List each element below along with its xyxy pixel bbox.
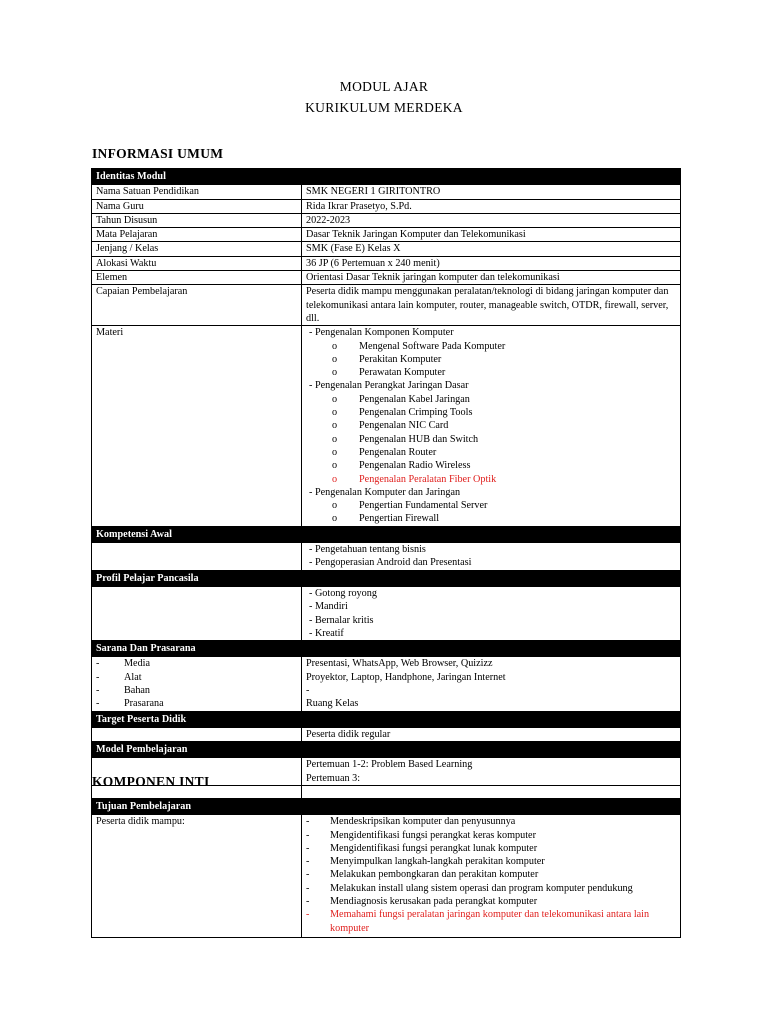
- table-row: [92, 256, 681, 270]
- profil-list: [302, 586, 681, 640]
- list-item-text: Mandiri: [314, 601, 348, 613]
- list-item: [306, 587, 676, 600]
- tujuan-item: [306, 842, 676, 855]
- materi-item-text: Pengenalan Router: [359, 446, 437, 458]
- materi-item: [306, 446, 676, 459]
- materi-group-title: [306, 326, 676, 339]
- sarana-labels: [92, 657, 302, 711]
- materi-item-text: Perakitan Komputer: [359, 353, 442, 365]
- table-row: [92, 242, 681, 256]
- tujuan-item-text: Mengidentifikasi fungsi perangkat lunak komputer: [330, 842, 538, 854]
- bullet-glyph: o: [332, 407, 338, 419]
- materi-item-text: Pengenalan Radio Wireless: [359, 460, 471, 472]
- row-label: Nama Guru: [92, 199, 302, 213]
- sarana-label: [96, 671, 297, 684]
- materi-item: [306, 366, 676, 379]
- identitas-header: Identitas Modul: [92, 169, 681, 185]
- dash-glyph: -: [309, 601, 313, 613]
- row-label: Capaian Pembelajaran: [92, 285, 302, 326]
- row-value: SMK (Fase E) Kelas X: [302, 242, 681, 256]
- materi-label: Materi: [92, 326, 302, 526]
- tujuan-item-text: Menyimpulkan langkah-langkah perakitan komputer: [330, 856, 545, 868]
- table-row: [92, 543, 681, 571]
- materi-item-text: Pengenalan Kabel Jaringan: [359, 393, 470, 405]
- table-row: [92, 586, 681, 640]
- materi-group-title: [306, 379, 676, 392]
- tujuan-item-text: Melakukan pembongkaran dan perakitan komputer: [330, 869, 539, 881]
- row-value: SMK NEGERI 1 GIRITONTRO: [302, 185, 681, 199]
- materi-item: [306, 473, 676, 486]
- materi-item-text: Pengertian Firewall: [359, 513, 440, 525]
- sarana-value: -: [306, 684, 310, 696]
- dash-glyph: -: [309, 380, 313, 392]
- list-item: [306, 543, 676, 556]
- materi-item-text: Mengenal Software Pada Komputer: [359, 340, 506, 352]
- materi-item: [306, 419, 676, 432]
- list-item-text: Pengetahuan tentang bisnis: [314, 544, 426, 556]
- materi-item: [306, 433, 676, 446]
- row-label: Nama Satuan Pendidikan: [92, 185, 302, 199]
- materi-list: [302, 326, 681, 526]
- list-item-text: Bernalar kritis: [314, 614, 374, 626]
- kompetensi-header: Kompetensi Awal: [92, 526, 681, 542]
- sarana-label-text: Media: [124, 658, 151, 670]
- tujuan-list: [302, 815, 681, 938]
- tujuan-item: [306, 908, 676, 935]
- tujuan-header: Tujuan Pembelajaran: [92, 799, 681, 815]
- tujuan-item-text: Mendiagnosis kerusakan pada perangkat komputer: [330, 896, 538, 908]
- materi-group-text: Pengenalan Perangkat Jaringan Dasar: [314, 380, 469, 392]
- row-label: Mata Pelajaran: [92, 228, 302, 242]
- sarana-value: Ruang Kelas: [306, 698, 359, 710]
- materi-item: [306, 406, 676, 419]
- dash-glyph: -: [96, 698, 100, 710]
- tujuan-item-text: Mendeskripsikan komputer dan penyusunnya: [330, 816, 516, 828]
- materi-group-title: [306, 486, 676, 499]
- table-row: [92, 199, 681, 213]
- section-komponen-inti: KOMPONEN INTI: [92, 774, 210, 789]
- table-row: [92, 657, 681, 711]
- model-header: Model Pembelajaran: [92, 742, 681, 758]
- tujuan-item-text: Melakukan install ulang sistem operasi dan program komputer pendukung: [330, 882, 633, 894]
- row-label: Tahun Disusun: [92, 213, 302, 227]
- model-value: [302, 758, 681, 786]
- materi-item-text: Pengenalan HUB dan Switch: [359, 433, 479, 445]
- materi-item-text: Pengenalan NIC Card: [359, 420, 449, 432]
- list-item: [306, 627, 676, 640]
- tujuan-label: Peserta didik mampu:: [92, 815, 302, 938]
- bullet-glyph: o: [332, 367, 338, 379]
- dash-glyph: -: [306, 882, 310, 894]
- sarana-label: [96, 657, 297, 670]
- tujuan-table: [91, 798, 681, 938]
- target-header: Target Peserta Didik: [92, 711, 681, 727]
- row-label: Jenjang / Kelas: [92, 242, 302, 256]
- materi-group-text: Pengenalan Komponen Komputer: [314, 327, 454, 339]
- list-item-text: Kreatif: [314, 627, 344, 639]
- dash-glyph: -: [306, 896, 310, 908]
- dash-glyph: -: [309, 486, 313, 498]
- materi-item: [306, 499, 676, 512]
- row-value: 2022-2023: [302, 213, 681, 227]
- dash-glyph: -: [96, 684, 100, 696]
- row-label: Elemen: [92, 271, 302, 285]
- bullet-glyph: o: [332, 500, 338, 512]
- dash-glyph: -: [96, 658, 100, 670]
- list-item-text: Pengoperasian Android dan Presentasi: [314, 557, 472, 569]
- tujuan-item-text: Mengidentifikasi fungsi perangkat keras komputer: [330, 829, 536, 841]
- materi-item-text: Pengenalan Peralatan Fiber Optik: [359, 473, 497, 485]
- bullet-glyph: o: [332, 420, 338, 432]
- table-row: [92, 727, 681, 741]
- table-row: [92, 185, 681, 199]
- dash-glyph: -: [309, 544, 313, 556]
- materi-group-text: Pengenalan Komputer dan Jaringan: [314, 486, 461, 498]
- dash-glyph: -: [309, 327, 313, 339]
- sarana-value: Proyektor, Laptop, Handphone, Jaringan Internet: [306, 671, 506, 683]
- materi-item: [306, 512, 676, 525]
- sarana-label-text: Alat: [124, 671, 142, 683]
- bullet-glyph: o: [332, 340, 338, 352]
- tujuan-item: [306, 868, 676, 881]
- bullet-glyph: o: [332, 446, 338, 458]
- bullet-glyph: o: [332, 393, 338, 405]
- list-item: [306, 556, 676, 569]
- bullet-glyph: o: [332, 433, 338, 445]
- dash-glyph: -: [306, 816, 310, 828]
- materi-item: [306, 393, 676, 406]
- model-line: Pertemuan 3:: [306, 772, 361, 784]
- target-value: Peserta didik regular: [302, 727, 681, 741]
- dash-glyph: -: [306, 856, 310, 868]
- doc-subtitle: KURIKULUM MERDEKA: [305, 100, 463, 115]
- dash-glyph: -: [309, 587, 313, 599]
- list-item: [306, 614, 676, 627]
- table-row: [92, 271, 681, 285]
- profil-header: Profil Pelajar Pancasila: [92, 570, 681, 586]
- table-row: [92, 228, 681, 242]
- kompetensi-list: [302, 543, 681, 571]
- tujuan-item: [306, 895, 676, 908]
- dash-glyph: -: [306, 829, 310, 841]
- tujuan-item-text: Memahami fungsi peralatan jaringan komputer dan telekomunikasi antara lain komputer: [330, 909, 650, 934]
- sarana-value: Presentasi, WhatsApp, Web Browser, Quizizz: [306, 658, 493, 670]
- materi-item: [306, 353, 676, 366]
- table-row: [92, 213, 681, 227]
- sarana-values: [302, 657, 681, 711]
- dash-glyph: -: [306, 909, 310, 921]
- tujuan-item: [306, 829, 676, 842]
- dash-glyph: -: [96, 671, 100, 683]
- table-row: [92, 815, 681, 938]
- table-row: [92, 285, 681, 326]
- sarana-label: [96, 684, 297, 697]
- dash-glyph: -: [309, 614, 313, 626]
- dash-glyph: -: [306, 842, 310, 854]
- dash-glyph: -: [309, 557, 313, 569]
- bullet-glyph: o: [332, 353, 338, 365]
- bullet-glyph: o: [332, 460, 338, 472]
- row-value: Dasar Teknik Jaringan Komputer dan Telekomunikasi: [302, 228, 681, 242]
- materi-item: [306, 340, 676, 353]
- materi-item: [306, 459, 676, 472]
- sarana-label: [96, 697, 297, 710]
- sarana-header: Sarana Dan Prasarana: [92, 641, 681, 657]
- row-value: Peserta didik mampu menggunakan peralatan/teknologi di bidang jaringan komputer dan telekomunikasi antara lain komputer, router, manageable switch, OTDR, firewall, server, dll.: [302, 285, 681, 326]
- table-row: [92, 326, 681, 526]
- model-line: Pertemuan 1-2: Problem Based Learning: [306, 759, 473, 771]
- materi-item-text: Pengenalan Crimping Tools: [359, 407, 473, 419]
- dash-glyph: -: [309, 627, 313, 639]
- bullet-glyph: o: [332, 473, 338, 485]
- tujuan-item: [306, 855, 676, 868]
- section-informasi-umum: INFORMASI UMUM: [92, 146, 224, 161]
- tujuan-item: [306, 815, 676, 828]
- info-table: [91, 168, 681, 800]
- bullet-glyph: o: [332, 513, 338, 525]
- sarana-label-text: Bahan: [124, 684, 151, 696]
- list-item-text: Gotong royong: [314, 587, 377, 599]
- materi-item-text: Perawatan Komputer: [359, 367, 446, 379]
- doc-title: MODUL AJAR: [339, 79, 429, 94]
- row-value: 36 JP (6 Pertemuan x 240 menit): [302, 256, 681, 270]
- sarana-label-text: Prasarana: [124, 698, 164, 710]
- list-item: [306, 600, 676, 613]
- materi-item-text: Pengertian Fundamental Server: [359, 500, 488, 512]
- row-value: Orientasi Dasar Teknik jaringan komputer dan telekomunikasi: [302, 271, 681, 285]
- tujuan-item: [306, 882, 676, 895]
- row-value: Rida Ikrar Prasetyo, S.Pd.: [302, 199, 681, 213]
- row-label: Alokasi Waktu: [92, 256, 302, 270]
- dash-glyph: -: [306, 869, 310, 881]
